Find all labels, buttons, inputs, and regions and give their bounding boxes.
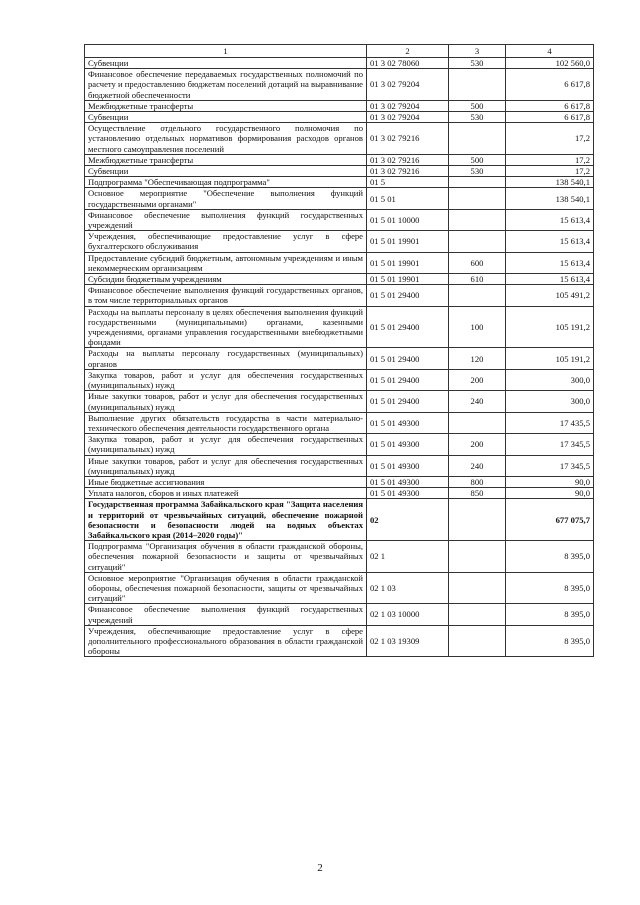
table-body bbox=[85, 58, 594, 657]
header-col-1: 1 bbox=[85, 45, 367, 58]
table-row bbox=[85, 412, 594, 433]
table-row bbox=[85, 69, 594, 101]
row-name: Осуществление отдельного государственного полномочия по установлению отдельных нормативов формирования расходов органов местного самоуправления поселений bbox=[85, 123, 367, 155]
row-expense-type bbox=[449, 209, 506, 230]
row-expense-type: 800 bbox=[449, 476, 506, 487]
row-amount: 90,0 bbox=[506, 476, 594, 487]
row-expense-type bbox=[449, 572, 506, 604]
row-code: 01 5 01 29400 bbox=[367, 369, 449, 390]
row-expense-type: 240 bbox=[449, 455, 506, 476]
table-row bbox=[85, 112, 594, 123]
table-row bbox=[85, 58, 594, 69]
table-row bbox=[85, 604, 594, 625]
row-code: 01 5 01 49300 bbox=[367, 476, 449, 487]
row-amount: 17,2 bbox=[506, 166, 594, 177]
table-row bbox=[85, 391, 594, 412]
row-amount: 15 613,4 bbox=[506, 274, 594, 285]
row-code: 01 5 01 49300 bbox=[367, 412, 449, 433]
row-name: Основное мероприятие "Организация обучения в области гражданской обороны, обеспечения пожарной безопасности, защиты от чрезвычайных ситуаций" bbox=[85, 572, 367, 604]
row-amount: 17 435,5 bbox=[506, 412, 594, 433]
row-name: Финансовое обеспечение выполнения функций государственных учреждений bbox=[85, 604, 367, 625]
row-amount: 102 560,0 bbox=[506, 58, 594, 69]
table-row bbox=[85, 541, 594, 573]
row-name: Выполнение других обязательств государства в части материально-технического обеспечения деятельности государственного органа bbox=[85, 412, 367, 433]
row-expense-type: 850 bbox=[449, 488, 506, 499]
row-code: 01 3 02 79204 bbox=[367, 69, 449, 101]
table-row bbox=[85, 123, 594, 155]
table-row bbox=[85, 572, 594, 604]
row-amount: 138 540,1 bbox=[506, 177, 594, 188]
row-code: 01 5 01 29400 bbox=[367, 306, 449, 348]
row-expense-type bbox=[449, 541, 506, 573]
table-row bbox=[85, 434, 594, 455]
row-name: Подпрограмма "Организация обучения в области гражданской обороны, обеспечения пожарной безопасности и защиты от чрезвычайных ситуаций" bbox=[85, 541, 367, 573]
row-code: 01 5 01 49300 bbox=[367, 455, 449, 476]
row-code: 01 3 02 79216 bbox=[367, 166, 449, 177]
header-col-2: 2 bbox=[367, 45, 449, 58]
row-expense-type bbox=[449, 177, 506, 188]
row-code: 02 bbox=[367, 499, 449, 541]
table-header-row bbox=[85, 45, 594, 58]
table-row bbox=[85, 166, 594, 177]
table-row bbox=[85, 231, 594, 252]
table-row bbox=[85, 488, 594, 499]
row-code: 01 3 02 78060 bbox=[367, 58, 449, 69]
row-code: 01 5 01 bbox=[367, 188, 449, 209]
page-number: 2 bbox=[317, 862, 323, 874]
table-row bbox=[85, 455, 594, 476]
table-row bbox=[85, 177, 594, 188]
table-row bbox=[85, 252, 594, 273]
table-row bbox=[85, 499, 594, 541]
row-expense-type bbox=[449, 188, 506, 209]
row-code: 01 5 01 29400 bbox=[367, 391, 449, 412]
row-code: 01 5 01 19901 bbox=[367, 274, 449, 285]
row-name: Закупка товаров, работ и услуг для обеспечения государственных (муниципальных) нужд bbox=[85, 434, 367, 455]
header-col-3: 3 bbox=[449, 45, 506, 58]
row-amount: 6 617,8 bbox=[506, 100, 594, 111]
row-amount: 8 395,0 bbox=[506, 625, 594, 657]
row-name: Иные закупки товаров, работ и услуг для обеспечения государственных (муниципальных) нужд bbox=[85, 391, 367, 412]
row-amount: 17,2 bbox=[506, 154, 594, 165]
row-name: Межбюджетные трансферты bbox=[85, 154, 367, 165]
row-name: Закупка товаров, работ и услуг для обеспечения государственных (муниципальных) нужд bbox=[85, 369, 367, 390]
row-name: Подпрограмма "Обеспечивающая подпрограмма" bbox=[85, 177, 367, 188]
table-row bbox=[85, 476, 594, 487]
row-amount: 17 345,5 bbox=[506, 455, 594, 476]
row-expense-type bbox=[449, 231, 506, 252]
row-name: Финансовое обеспечение выполнения функций государственных учреждений bbox=[85, 209, 367, 230]
row-name: Основное мероприятие "Обеспечение выполнения функций государственными органами" bbox=[85, 188, 367, 209]
row-name: Учреждения, обеспечивающие предоставление услуг в сфере бухгалтерского обслуживания bbox=[85, 231, 367, 252]
table-row bbox=[85, 348, 594, 369]
row-expense-type bbox=[449, 604, 506, 625]
row-code: 01 5 01 29400 bbox=[367, 348, 449, 369]
row-expense-type: 610 bbox=[449, 274, 506, 285]
row-code: 02 1 03 19309 bbox=[367, 625, 449, 657]
row-amount: 90,0 bbox=[506, 488, 594, 499]
row-amount: 8 395,0 bbox=[506, 604, 594, 625]
row-name: Иные закупки товаров, работ и услуг для обеспечения государственных (муниципальных) нужд bbox=[85, 455, 367, 476]
row-expense-type bbox=[449, 123, 506, 155]
row-code: 01 3 02 79204 bbox=[367, 112, 449, 123]
row-amount: 138 540,1 bbox=[506, 188, 594, 209]
row-amount: 300,0 bbox=[506, 369, 594, 390]
row-code: 02 1 03 10000 bbox=[367, 604, 449, 625]
row-expense-type bbox=[449, 412, 506, 433]
row-amount: 677 075,7 bbox=[506, 499, 594, 541]
row-expense-type: 200 bbox=[449, 369, 506, 390]
row-expense-type: 240 bbox=[449, 391, 506, 412]
row-name: Учреждения, обеспечивающие предоставление услуг в сфере дополнительного профессионального образования в области гражданской обороны bbox=[85, 625, 367, 657]
row-code: 01 3 02 79216 bbox=[367, 123, 449, 155]
row-amount: 15 613,4 bbox=[506, 231, 594, 252]
row-amount: 6 617,8 bbox=[506, 112, 594, 123]
row-amount: 105 491,2 bbox=[506, 285, 594, 306]
row-name: Расходы на выплаты персоналу государственных (муниципальных) органов bbox=[85, 348, 367, 369]
row-expense-type: 500 bbox=[449, 100, 506, 111]
row-amount: 105 191,2 bbox=[506, 348, 594, 369]
row-expense-type bbox=[449, 285, 506, 306]
table-row bbox=[85, 274, 594, 285]
row-name: Расходы на выплаты персоналу в целях обеспечения выполнения функций государственными (муниципальными) органами, казенными учреждениями, органами управления государственными внебюджетными фондами bbox=[85, 306, 367, 348]
row-code: 01 5 01 19901 bbox=[367, 231, 449, 252]
row-code: 02 1 bbox=[367, 541, 449, 573]
budget-table bbox=[84, 44, 594, 657]
row-expense-type: 500 bbox=[449, 154, 506, 165]
row-amount: 15 613,4 bbox=[506, 252, 594, 273]
table-row bbox=[85, 154, 594, 165]
row-code: 01 3 02 79216 bbox=[367, 154, 449, 165]
row-expense-type: 600 bbox=[449, 252, 506, 273]
row-code: 01 3 02 79204 bbox=[367, 100, 449, 111]
row-amount: 6 617,8 bbox=[506, 69, 594, 101]
row-code: 01 5 01 29400 bbox=[367, 285, 449, 306]
row-amount: 17,2 bbox=[506, 123, 594, 155]
table-row bbox=[85, 369, 594, 390]
table-row bbox=[85, 188, 594, 209]
row-name: Субсидии бюджетным учреждениям bbox=[85, 274, 367, 285]
table-row bbox=[85, 285, 594, 306]
row-name: Финансовое обеспечение передаваемых государственных полномочий по расчету и предоставлению бюджетам поселений дотаций на выравнивание бюджетной обеспеченности bbox=[85, 69, 367, 101]
row-expense-type: 100 bbox=[449, 306, 506, 348]
row-name: Межбюджетные трансферты bbox=[85, 100, 367, 111]
row-code: 01 5 bbox=[367, 177, 449, 188]
row-amount: 105 191,2 bbox=[506, 306, 594, 348]
row-name: Субвенции bbox=[85, 58, 367, 69]
row-expense-type bbox=[449, 499, 506, 541]
row-expense-type bbox=[449, 69, 506, 101]
row-code: 01 5 01 49300 bbox=[367, 488, 449, 499]
table-row bbox=[85, 625, 594, 657]
row-expense-type: 530 bbox=[449, 112, 506, 123]
row-amount: 8 395,0 bbox=[506, 572, 594, 604]
row-name: Предоставление субсидий бюджетным, автономным учреждениям и иным некоммерческим организациям bbox=[85, 252, 367, 273]
table-row bbox=[85, 209, 594, 230]
row-name: Субвенции bbox=[85, 112, 367, 123]
row-amount: 300,0 bbox=[506, 391, 594, 412]
row-name: Государственная программа Забайкальского края "Защита населения и территорий от чрезвычайных ситуаций, обеспечение пожарной безопасности и безопасности людей на водных объектах Забайкальского края (2014–2020 годы)" bbox=[85, 499, 367, 541]
row-expense-type: 120 bbox=[449, 348, 506, 369]
row-amount: 17 345,5 bbox=[506, 434, 594, 455]
row-name: Субвенции bbox=[85, 166, 367, 177]
row-amount: 8 395,0 bbox=[506, 541, 594, 573]
row-name: Уплата налогов, сборов и иных платежей bbox=[85, 488, 367, 499]
row-code: 01 5 01 19901 bbox=[367, 252, 449, 273]
row-code: 01 5 01 10000 bbox=[367, 209, 449, 230]
row-code: 02 1 03 bbox=[367, 572, 449, 604]
row-name: Иные бюджетные ассигнования bbox=[85, 476, 367, 487]
row-expense-type: 200 bbox=[449, 434, 506, 455]
table-row bbox=[85, 100, 594, 111]
row-code: 01 5 01 49300 bbox=[367, 434, 449, 455]
table-row bbox=[85, 306, 594, 348]
row-name: Финансовое обеспечение выполнения функций государственных органов, в том числе территориальных органов bbox=[85, 285, 367, 306]
header-col-4: 4 bbox=[506, 45, 594, 58]
row-amount: 15 613,4 bbox=[506, 209, 594, 230]
row-expense-type: 530 bbox=[449, 166, 506, 177]
row-expense-type bbox=[449, 625, 506, 657]
row-expense-type: 530 bbox=[449, 58, 506, 69]
